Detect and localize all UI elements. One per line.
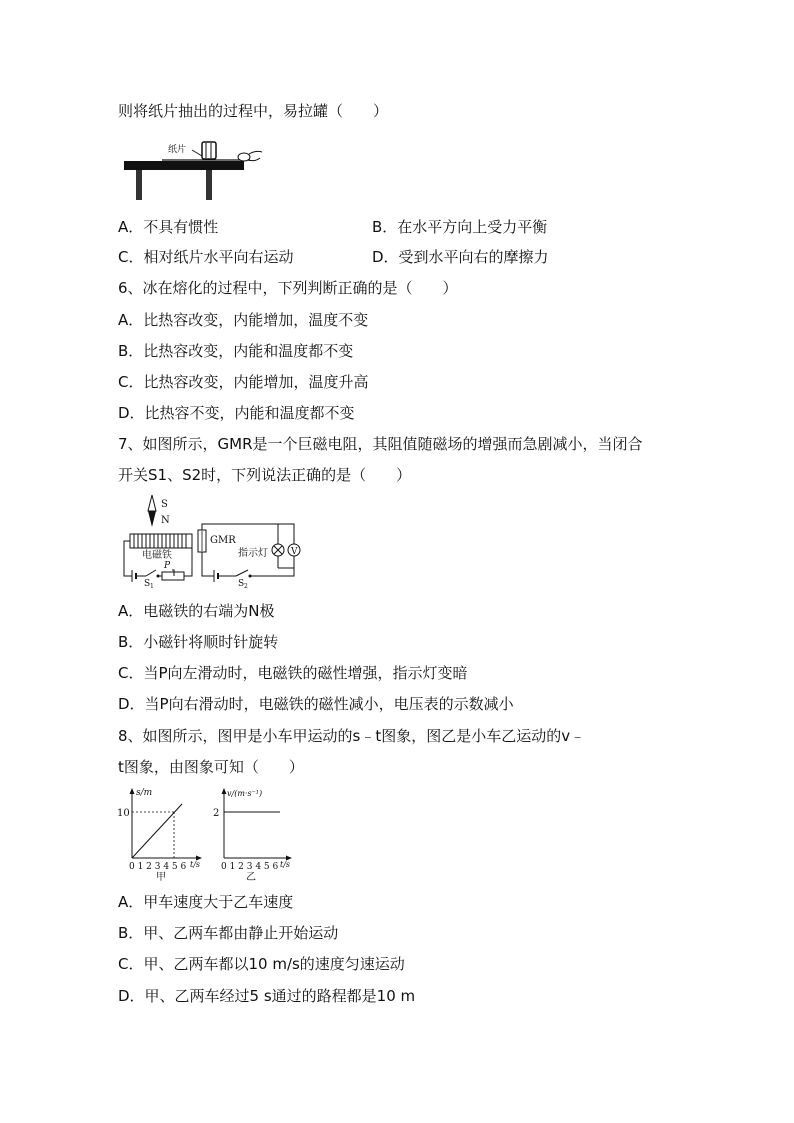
q6-option-c: C．比热容改变，内能增加，温度升高 [118, 373, 369, 391]
q7-stem-line1: 7、如图所示，GMR是一个巨磁电阻，其阻值随磁场的增强而急剧减小，当闭合 [118, 435, 643, 453]
q5-option-d: D．受到水平向右的摩擦力 [372, 248, 549, 266]
q6-stem: 6、冰在熔化的过程中，下列判断正确的是（ ） [118, 279, 458, 297]
yi-xticks: 0 1 2 3 4 5 6 [221, 862, 279, 872]
electromagnet-label: 电磁铁 [142, 550, 172, 561]
pole-s-label: S [161, 499, 168, 510]
q8-option-d: D．甲、乙两车经过5 s通过的路程都是10 m [118, 987, 416, 1005]
q8-stem-line2: t图象，由图象可知（ ） [118, 758, 304, 776]
q7-option-d: D．当P向右滑动时，电磁铁的磁性减小，电压表的示数减小 [118, 695, 514, 713]
q7-option-b: B．小磁针将顺时针旋转 [118, 633, 279, 651]
jia-xlabel: t/s [190, 860, 201, 869]
lamp-label: 指示灯 [238, 548, 268, 559]
q5-figure-paper-can [122, 134, 264, 202]
q8-graph-yi [206, 786, 296, 882]
yi-xlabel: t/s [280, 860, 291, 869]
voltmeter-label: V [291, 547, 298, 557]
jia-ylabel: s/m [136, 788, 153, 798]
switch1-label: S [144, 579, 151, 589]
q7-option-c: C．当P向左滑动时，电磁铁的磁性增强，指示灯变暗 [118, 664, 468, 682]
yi-yvalue: 2 [213, 808, 220, 819]
switch2-label: S [238, 579, 245, 589]
q8-graph-jia [114, 786, 206, 882]
yi-ylabel: v/(m·s⁻¹) [227, 789, 263, 798]
jia-yvalue: 10 [117, 808, 130, 819]
q5-option-b: B．在水平方向上受力平衡 [372, 218, 548, 236]
gmr-label: GMR [210, 535, 236, 546]
q6-option-d: D．比热容不变，内能和温度都不变 [118, 404, 355, 422]
paper-label: 纸片 [168, 145, 187, 155]
q7-option-a: A．电磁铁的右端为N极 [118, 602, 275, 620]
q6-option-a: A．比热容改变，内能增加，温度不变 [118, 311, 369, 329]
q8-option-b: B．甲、乙两车都由静止开始运动 [118, 924, 339, 942]
q5-stem: 则将纸片抽出的过程中，易拉罐（ ） [118, 102, 389, 120]
q8-option-c: C．甲、乙两车都以10 m/s的速度匀速运动 [118, 955, 405, 973]
switch2-sub: 2 [244, 583, 248, 590]
q7-circuit-figure [118, 494, 308, 590]
jia-xticks: 0 1 2 3 4 5 6 [129, 862, 187, 872]
q6-option-b: B．比热容改变，内能和温度都不变 [118, 342, 354, 360]
pole-n-label: N [161, 515, 170, 526]
slider-label: P [164, 561, 171, 571]
q5-option-c: C．相对纸片水平向右运动 [118, 248, 294, 266]
switch1-sub: 1 [150, 583, 154, 590]
yi-caption: 乙 [246, 872, 256, 882]
q8-option-a: A．甲车速度大于乙车速度 [118, 893, 294, 911]
q8-stem-line1: 8、如图所示，图甲是小车甲运动的s﹣t图象，图乙是小车乙运动的v﹣ [118, 727, 586, 745]
q7-stem-line2: 开关S1、S2时，下列说法正确的是（ ） [118, 466, 412, 484]
jia-caption: 甲 [156, 872, 166, 882]
q5-option-a: A．不具有惯性 [118, 218, 219, 236]
